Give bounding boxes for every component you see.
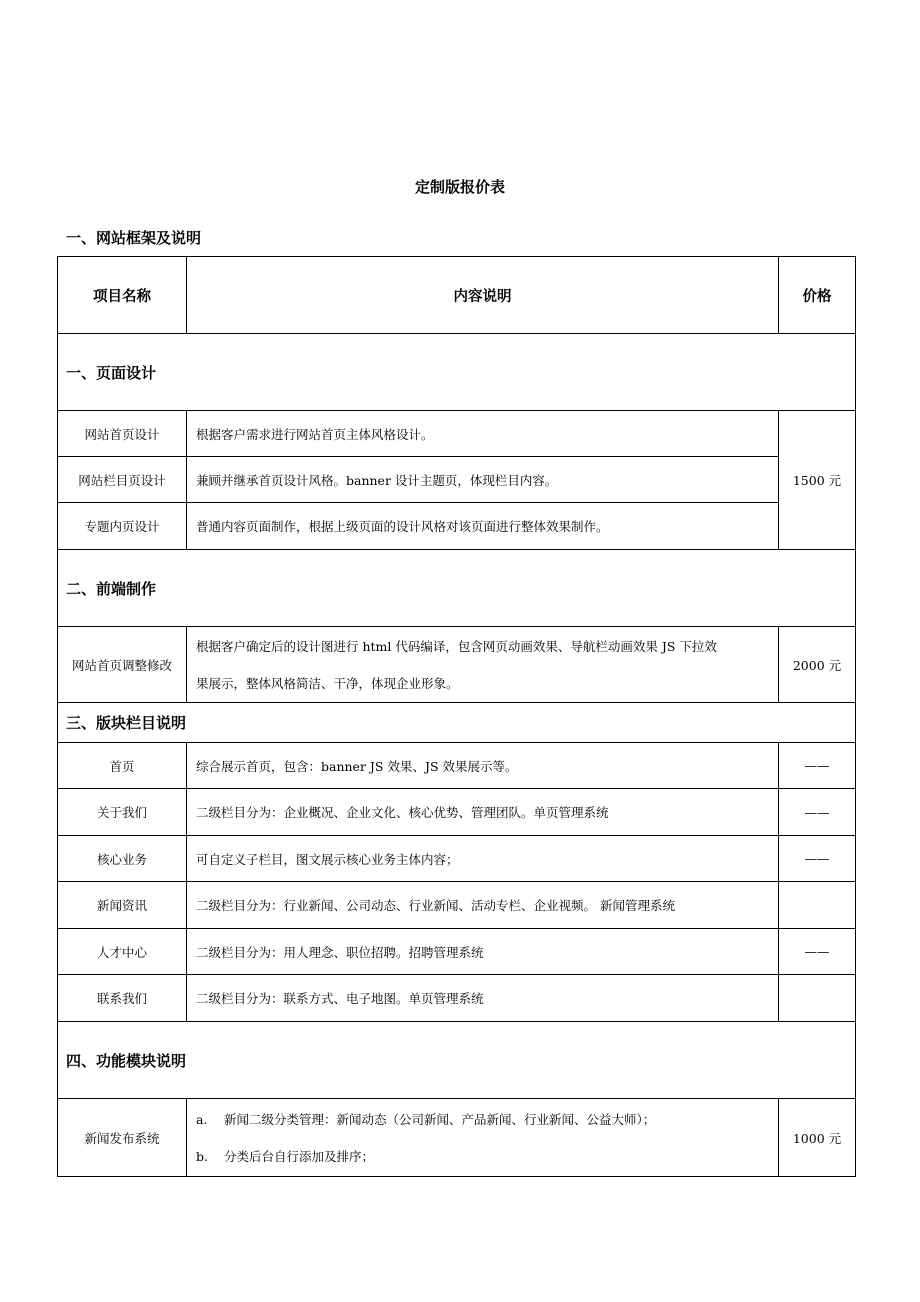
list-item-text: 新闻二级分类管理：新闻动态（公司新闻、产品新闻、行业新闻、公益大师）；	[224, 1111, 656, 1127]
table-row	[58, 627, 856, 703]
section-title-modules: 四、功能模块说明	[58, 1022, 856, 1099]
item-price: ——	[779, 743, 856, 789]
item-name: 联系我们	[58, 975, 187, 1022]
item-description: 可自定义子栏目，图文展示核心业务主体内容；	[187, 836, 779, 882]
section-row-page-design	[58, 334, 856, 411]
table-header-row	[58, 257, 856, 334]
item-description: 根据客户需求进行网站首页主体风格设计。	[187, 411, 779, 457]
item-description: 普通内容页面制作，根据上级页面的设计风格对该页面进行整体效果制作。	[187, 503, 779, 550]
header-price: 价格	[779, 257, 856, 334]
item-name: 人才中心	[58, 929, 187, 975]
item-name: 网站首页调整修改	[58, 627, 187, 703]
list-marker: b.	[196, 1148, 208, 1164]
description-line: 根据客户确定后的设计图进行 html 代码编译，包含网页动画效果、导航栏动画效果 JS 下拉效	[196, 638, 717, 654]
item-name: 新闻发布系统	[58, 1099, 187, 1177]
section-title-frontend: 二、前端制作	[58, 550, 856, 627]
table-row	[58, 503, 856, 550]
list-item	[196, 1101, 769, 1138]
quote-table	[57, 256, 856, 1177]
table-row	[58, 411, 856, 457]
item-name: 专题内页设计	[58, 503, 187, 550]
item-description	[187, 627, 779, 703]
item-description: 二级栏目分为：用人理念、职位招聘。招聘管理系统	[187, 929, 779, 975]
item-price: 1000 元	[779, 1099, 856, 1177]
table-row	[58, 457, 856, 503]
item-description: 兼顾并继承首页设计风格。banner 设计主题页，体现栏目内容。	[187, 457, 779, 503]
description-line: 果展示，整体风格简洁、干净，体现企业形象。	[196, 675, 459, 691]
table-row	[58, 975, 856, 1022]
item-price: ——	[779, 929, 856, 975]
document-title: 定制版报价表	[414, 178, 505, 196]
item-name: 核心业务	[58, 836, 187, 882]
item-name: 新闻资讯	[58, 882, 187, 929]
item-description: 综合展示首页，包含：banner JS 效果、JS 效果展示等。	[187, 743, 779, 789]
item-price	[779, 975, 856, 1022]
list-marker: a.	[196, 1111, 208, 1127]
list-item	[196, 1138, 769, 1175]
item-name: 网站首页设计	[58, 411, 187, 457]
section-row-modules	[58, 1022, 856, 1099]
item-price	[779, 882, 856, 929]
header-item-name: 项目名称	[58, 257, 187, 334]
table-row	[58, 1099, 856, 1177]
item-description	[187, 1099, 779, 1177]
item-description: 二级栏目分为：联系方式、电子地图。单页管理系统	[187, 975, 779, 1022]
table-row	[58, 929, 856, 975]
item-name: 首页	[58, 743, 187, 789]
table-row	[58, 789, 856, 836]
section-row-columns	[58, 703, 856, 743]
item-name: 关于我们	[58, 789, 187, 836]
item-price: ——	[779, 789, 856, 836]
item-name: 网站栏目页设计	[58, 457, 187, 503]
list-item-text: 分类后台自行添加及排序；	[224, 1148, 375, 1164]
header-description: 内容说明	[187, 257, 779, 334]
table-row	[58, 743, 856, 789]
item-description: 二级栏目分为：企业概况、企业文化、核心优势、管理团队。单页管理系统	[187, 789, 779, 836]
table-row	[58, 882, 856, 929]
section-heading-framework: 一、网站框架及说明	[66, 229, 202, 247]
item-price: 2000 元	[779, 627, 856, 703]
section-row-frontend	[58, 550, 856, 627]
item-price: ——	[779, 836, 856, 882]
table-row	[58, 836, 856, 882]
section-title-page-design: 一、页面设计	[58, 334, 856, 411]
section-title-columns: 三、版块栏目说明	[58, 703, 856, 743]
item-price: 1500 元	[779, 411, 856, 550]
item-description: 二级栏目分为：行业新闻、公司动态、行业新闻、活动专栏、企业视频。 新闻管理系统	[187, 882, 779, 929]
